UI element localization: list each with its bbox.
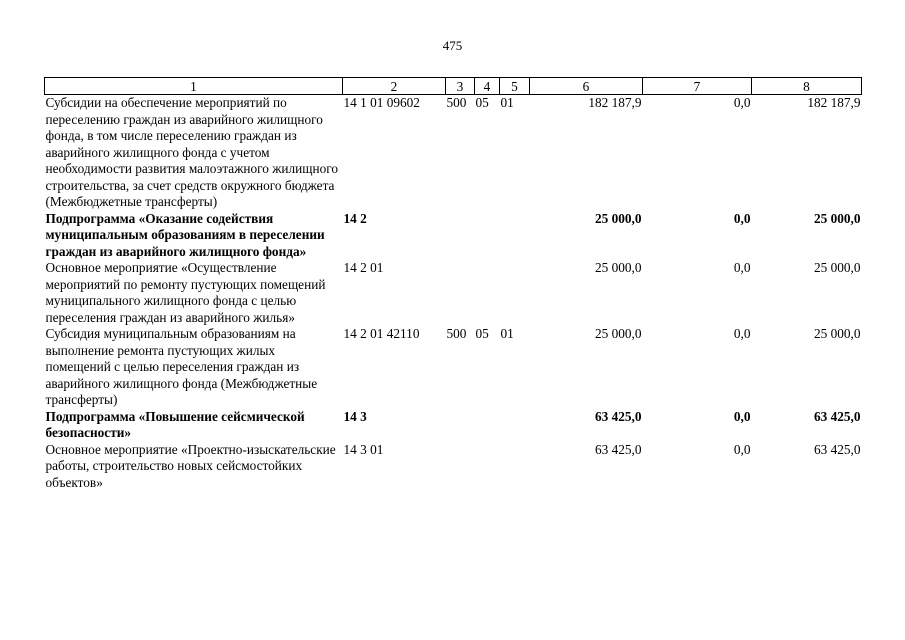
row-value-7: 0,0 — [733, 260, 751, 275]
row-value-8: 63 425,0 — [813, 441, 861, 457]
table-row — [45, 211, 862, 261]
table-row — [45, 409, 862, 442]
row-value-6: 25 000,0 — [594, 260, 642, 275]
row-value-7: 0,0 — [733, 95, 751, 110]
row-value-8: 182 187,9 — [807, 95, 861, 110]
table-row — [45, 442, 862, 492]
row-value-8: 25 000,0 — [813, 326, 861, 341]
header-col-7: 7 — [643, 78, 752, 95]
header-col-5: 5 — [500, 78, 530, 95]
row-col-3 — [446, 260, 475, 326]
row-name: Подпрограмма «Повышение сейсмической безопасности» — [45, 408, 305, 440]
row-value-7: 0,0 — [733, 326, 751, 341]
row-name: Субсидии на обеспечение мероприятий по переселению граждан из аварийного жилищного фонда, в том числе переселению граждан из аварийного жилищного фонда с учетом необходимости развития малоэтажного жилищного строительства, за счет средств окружного бюджета (Межбюджетные трансферты) — [45, 95, 339, 209]
row-code: 14 1 01 09602 — [343, 95, 420, 110]
row-code: 14 2 — [343, 210, 367, 226]
row-value-8: 25 000,0 — [813, 260, 861, 275]
budget-table — [44, 77, 862, 491]
row-col-4 — [475, 260, 500, 326]
row-col-4 — [475, 211, 500, 261]
table-body — [45, 95, 862, 492]
header-col-6: 6 — [530, 78, 643, 95]
row-col-3: 500 — [446, 95, 467, 110]
row-value-7: 0,0 — [733, 441, 751, 457]
row-col-3 — [446, 409, 475, 442]
row-value-8: 63 425,0 — [813, 408, 861, 424]
row-col-4 — [475, 442, 500, 492]
row-code: 14 2 01 — [343, 260, 384, 275]
table-header — [45, 78, 862, 95]
row-name: Субсидия муниципальным образованиям на выполнение ремонта пустующих жилых помещений с целью переселения граждан из аварийного жилищного фонда (Межбюджетные трансферты) — [45, 326, 318, 407]
row-value-8: 25 000,0 — [813, 210, 861, 226]
row-col-4: 05 — [475, 326, 489, 341]
row-name: Основное мероприятие «Проектно-изыскательские работы, строительство новых сейсмостойких объектов» — [45, 441, 336, 490]
row-code: 14 2 01 42110 — [343, 326, 420, 341]
row-code: 14 3 — [343, 408, 367, 424]
row-col-5 — [500, 211, 530, 261]
row-col-3 — [446, 442, 475, 492]
row-value-6: 63 425,0 — [594, 441, 642, 457]
row-value-6: 182 187,9 — [588, 95, 642, 110]
row-col-3 — [446, 211, 475, 261]
row-col-5: 01 — [500, 95, 514, 110]
row-col-5 — [500, 260, 530, 326]
row-col-4 — [475, 409, 500, 442]
row-value-7: 0,0 — [733, 408, 751, 424]
header-row — [45, 78, 862, 95]
header-col-1: 1 — [45, 78, 343, 95]
row-col-5 — [500, 409, 530, 442]
table-row — [45, 260, 862, 326]
row-col-4: 05 — [475, 95, 489, 110]
header-col-3: 3 — [446, 78, 475, 95]
row-value-6: 25 000,0 — [594, 326, 642, 341]
header-col-8: 8 — [752, 78, 862, 95]
page-number: 475 — [442, 38, 463, 53]
row-col-5 — [500, 442, 530, 492]
table-row — [45, 95, 862, 211]
header-col-2: 2 — [343, 78, 446, 95]
row-code: 14 3 01 — [343, 441, 384, 457]
table-row — [45, 326, 862, 409]
row-col-3: 500 — [446, 326, 467, 341]
header-col-4: 4 — [475, 78, 500, 95]
row-value-6: 25 000,0 — [594, 210, 642, 226]
row-name: Основное мероприятие «Осуществление мероприятий по ремонту пустующих помещений муниципального жилищного фонда с целью переселения граждан из аварийного жилья» — [45, 260, 326, 325]
row-name: Подпрограмма «Оказание содействия муниципальным образованиям в переселении граждан из аварийного жилищного фонда» — [45, 210, 325, 259]
row-value-7: 0,0 — [733, 210, 751, 226]
row-col-5: 01 — [500, 326, 514, 341]
row-value-6: 63 425,0 — [594, 408, 642, 424]
